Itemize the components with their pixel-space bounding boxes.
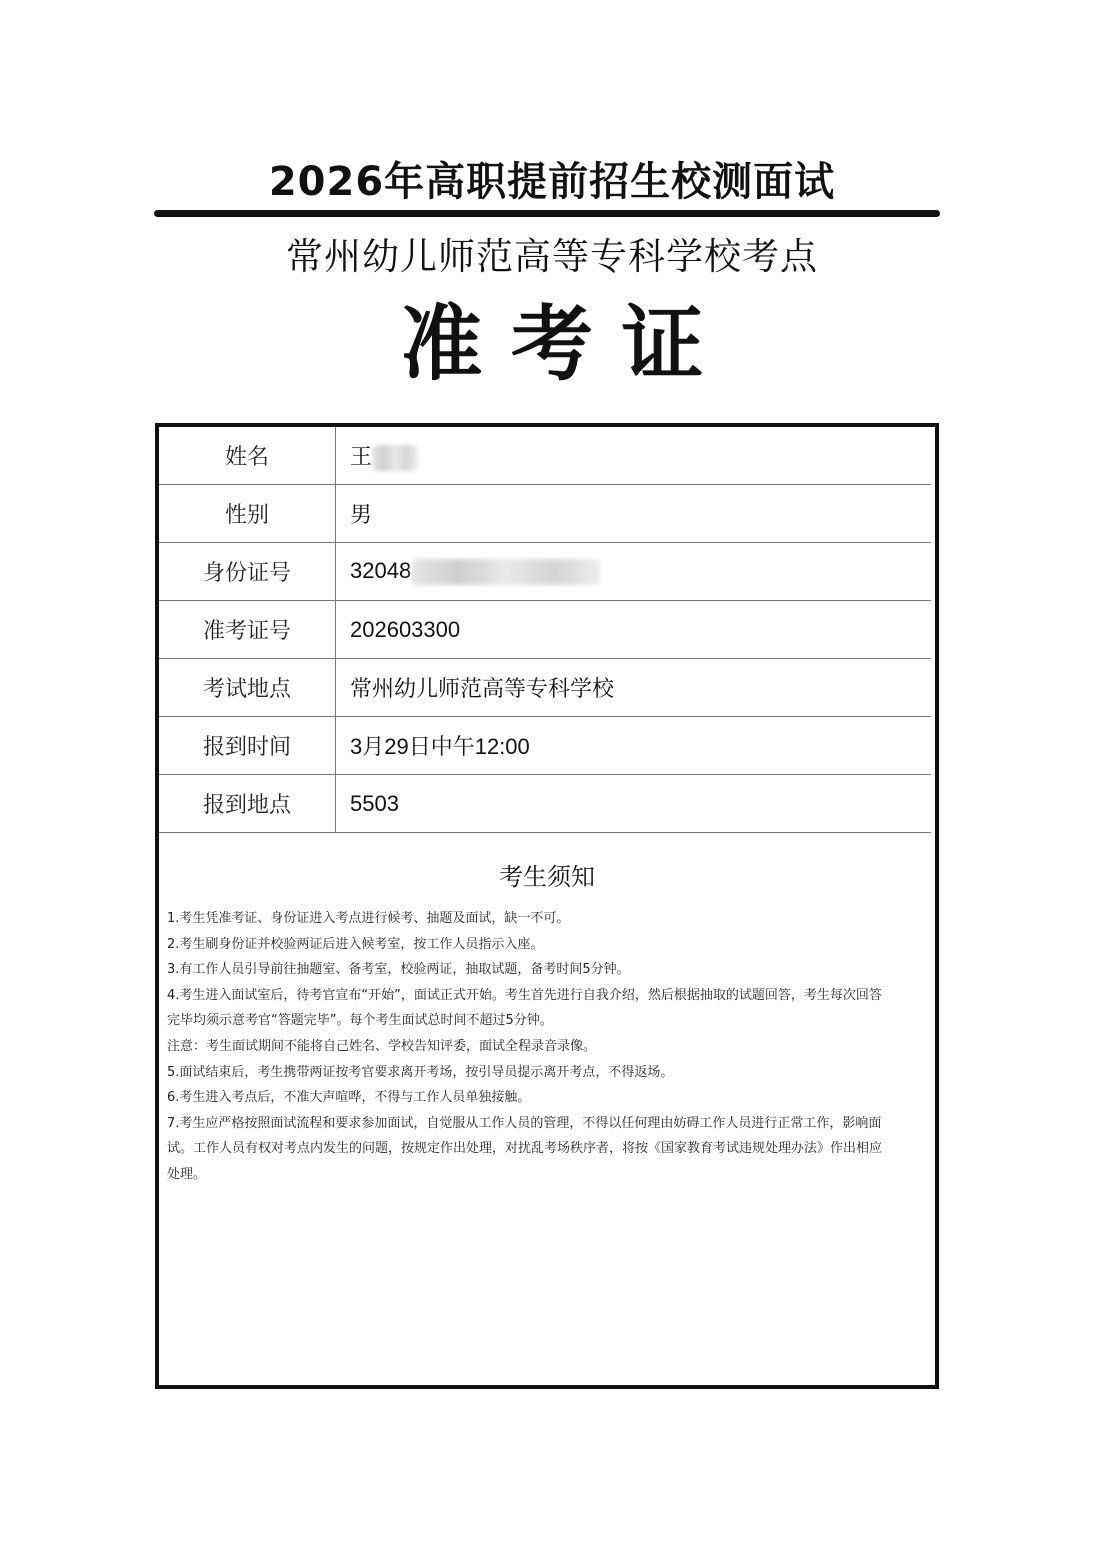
notice-item: 注意：考生面试期间不能将自己姓名、学校告知评委，面试全程录音录像。: [167, 1038, 597, 1054]
ticket-number-value: 202603300: [336, 601, 932, 659]
title-divider: [154, 210, 940, 217]
name-value-cell: [336, 427, 932, 485]
admission-ticket-heading: 准 考 证: [400, 297, 704, 392]
admission-ticket-card: [155, 423, 939, 1389]
checkin-place-value: 5503: [336, 775, 932, 833]
info-row-name: [159, 427, 931, 485]
notice-item: 5.面试结束后，考生携带两证按考官要求离开考场，按引导员提示离开考点，不得返场。: [167, 1064, 674, 1080]
checkin-time-label: 报到时间: [159, 717, 336, 775]
notice-item: 6.考生进入考点后，不准大声喧哗，不得与工作人员单独接触。: [167, 1090, 531, 1106]
exam-location-value: 常州幼儿师范高等专科学校: [336, 659, 932, 717]
exam-title: 2026年高职提前招生校测面试: [268, 159, 836, 205]
id-number-value-cell: [336, 543, 932, 601]
checkin-time-value: 3月29日中午12:00: [336, 717, 932, 775]
checkin-place-label: 报到地点: [159, 775, 336, 833]
notice-item: 3.有工作人员引导前往抽题室、备考室，校验两证，抽取试题，备考时间5分钟。: [167, 962, 630, 978]
gender-label: 性别: [159, 485, 336, 543]
notice-item: 1.考生凭准考证、身份证进入考点进行候考、抽题及面试，缺一不可。: [167, 911, 570, 926]
exam-location-label: 考试地点: [159, 659, 336, 717]
exam-site-subtitle: 常州幼儿师范高等专科学校考点: [286, 235, 818, 278]
info-row-checkin-place: [159, 775, 931, 833]
info-row-ticket-number: [159, 601, 931, 659]
redaction-blur: [372, 445, 418, 471]
info-row-exam-location: [159, 659, 931, 717]
name-label: 姓名: [159, 427, 336, 485]
notice-heading: 考生须知: [499, 863, 595, 891]
info-row-checkin-time: [159, 717, 931, 775]
notice-list: [159, 906, 935, 1188]
name-value: 王: [350, 443, 373, 469]
gender-value: 男: [336, 485, 932, 543]
notice-item: 4.考生进入面试室后，待考官宣布“开始”，面试正式开始。考生首先进行自我介绍，然后根据抽取的试题回答，考生每次回答完毕均须示意考官“答题完毕”。每个考生面试总时间不超过5分钟。: [167, 987, 882, 1029]
notice-item: 2.考生刷身份证并校验两证后进入候考室，按工作人员指示入座。: [167, 936, 544, 952]
notice-item: 7.考生应严格按照面试流程和要求参加面试，自觉服从工作人员的管理，不得以任何理由妨碍工作人员进行正常工作，影响面试。工作人员有权对考点内发生的问题，按规定作出处理，对扰乱考场秩序者，将按《国家教育考试违规处理办法》作出相应处理。: [167, 1115, 883, 1182]
info-row-id-number: [159, 543, 931, 601]
redaction-blur: [411, 559, 601, 585]
id-number-value: 32048: [350, 557, 412, 583]
candidate-info-table: [159, 427, 931, 833]
info-row-gender: [159, 485, 931, 543]
id-number-label: 身份证号: [159, 543, 336, 601]
ticket-number-label: 准考证号: [159, 601, 336, 659]
